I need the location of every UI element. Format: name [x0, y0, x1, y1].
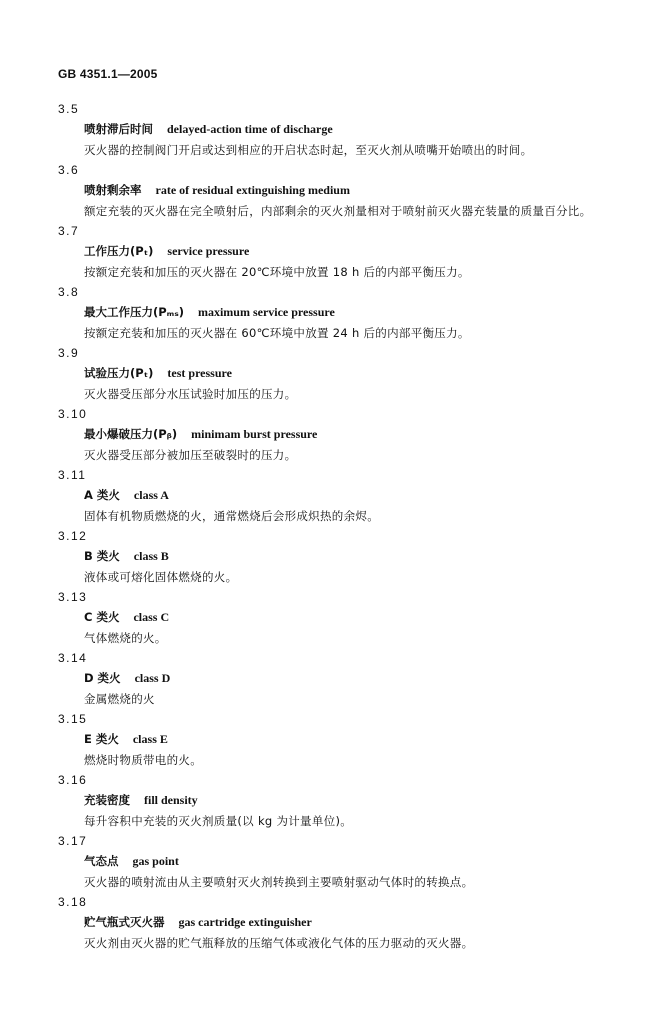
term-en: class E [132, 732, 168, 746]
definition-entry [58, 100, 658, 161]
term-en: class A [133, 488, 169, 502]
term-zh: 贮气瓶式灭火器 [84, 915, 165, 929]
term-en: class D [134, 671, 171, 685]
term [84, 426, 317, 442]
term-zh: 喷射剩余率 [84, 183, 142, 197]
definition-text: 液体或可熔化固体燃烧的火。 [84, 570, 238, 584]
definition-text: 灭火器的控制阀门开启或达到相应的开启状态时起，至灭火剂从喷嘴开始喷出的时间。 [84, 143, 533, 157]
clause-number: 3.17 [58, 834, 88, 848]
term-zh: 充装密度 [84, 793, 130, 807]
definition-entry [58, 710, 658, 771]
term-zh: 工作压力(Pₜ) [84, 244, 154, 258]
term-en: class B [133, 549, 169, 563]
term [84, 792, 198, 808]
term-en: maximum service pressure [197, 305, 335, 319]
definition-text: 额定充装的灭火器在完全喷射后，内部剩余的灭火剂量相对于喷射前灭火器充装量的质量百分比。 [84, 204, 592, 218]
definition-entry [58, 161, 658, 222]
clause-number: 3.5 [58, 102, 80, 116]
definition-text: 灭火器受压部分水压试验时加压的压力。 [84, 387, 297, 401]
definition-text: 燃烧时物质带电的火。 [84, 753, 202, 767]
clause-number: 3.11 [58, 468, 87, 482]
definition-text: 灭火器的喷射流由从主要喷射灭火剂转换到主要喷射驱动气体时的转换点。 [84, 875, 474, 889]
term-en: test pressure [167, 366, 232, 380]
term [84, 548, 169, 564]
term-zh: 最大工作压力(Pₘₛ) [84, 305, 184, 319]
clause-number: 3.16 [58, 773, 88, 787]
clause-number: 3.7 [58, 224, 80, 238]
term-zh: 最小爆破压力(Pᵦ) [84, 427, 178, 441]
term [84, 243, 249, 259]
term-en: gas cartridge extinguisher [178, 915, 312, 929]
term [84, 670, 170, 686]
definitions-list [58, 100, 658, 954]
clause-number: 3.10 [58, 407, 88, 421]
definition-entry [58, 832, 658, 893]
clause-number: 3.8 [58, 285, 80, 299]
term-zh: 喷射滞后时间 [84, 122, 153, 136]
definition-entry [58, 649, 658, 710]
term-zh: C 类火 [84, 610, 120, 624]
term-zh: 气态点 [84, 854, 119, 868]
definition-entry [58, 527, 658, 588]
term-en: delayed-action time of discharge [167, 122, 333, 136]
term-zh: E 类火 [84, 732, 119, 746]
term [84, 182, 350, 198]
term-en: class C [133, 610, 170, 624]
clause-number: 3.15 [58, 712, 88, 726]
term [84, 853, 179, 869]
term-en: gas point [132, 854, 179, 868]
term-zh: B 类火 [84, 549, 120, 563]
term-en: rate of residual extinguishing medium [155, 183, 350, 197]
definition-text: 气体燃烧的火。 [84, 631, 167, 645]
definition-entry [58, 893, 658, 954]
definition-text: 金属燃烧的火 [84, 692, 155, 706]
definition-entry [58, 466, 658, 527]
clause-number: 3.6 [58, 163, 80, 177]
definition-text: 灭火器受压部分被加压至破裂时的压力。 [84, 448, 297, 462]
clause-number: 3.13 [58, 590, 88, 604]
term [84, 487, 169, 503]
definition-text: 按额定充装和加压的灭火器在 20℃环境中放置 18 h 后的内部平衡压力。 [84, 265, 470, 279]
term-en: minimam burst pressure [191, 427, 318, 441]
definition-text: 固体有机物质燃烧的火，通常燃烧后会形成炽热的余烬。 [84, 509, 379, 523]
term-zh: D 类火 [84, 671, 121, 685]
definition-entry [58, 222, 658, 283]
term-en: service pressure [167, 244, 250, 258]
term-zh: 试验压力(Pₜ) [84, 366, 154, 380]
document-header: GB 4351.1—2005 [58, 67, 158, 81]
clause-number: 3.9 [58, 346, 80, 360]
term [84, 121, 333, 137]
clause-number: 3.18 [58, 895, 88, 909]
definition-text: 灭火剂由灭火器的贮气瓶释放的压缩气体或液化气体的压力驱动的灭火器。 [84, 936, 474, 950]
term [84, 365, 232, 381]
definition-entry [58, 771, 658, 832]
term [84, 609, 169, 625]
term-en: fill density [144, 793, 198, 807]
term-zh: A 类火 [84, 488, 120, 502]
definition-text: 每升容积中充装的灭火剂质量(以 kg 为计量单位)。 [84, 814, 353, 828]
term [84, 914, 312, 930]
term [84, 304, 335, 320]
term [84, 731, 168, 747]
clause-number: 3.12 [58, 529, 88, 543]
definition-entry [58, 405, 658, 466]
definition-entry [58, 588, 658, 649]
clause-number: 3.14 [58, 651, 88, 665]
definition-entry [58, 344, 658, 405]
definition-text: 按额定充装和加压的灭火器在 60℃环境中放置 24 h 后的内部平衡压力。 [84, 326, 470, 340]
definition-entry [58, 283, 658, 344]
